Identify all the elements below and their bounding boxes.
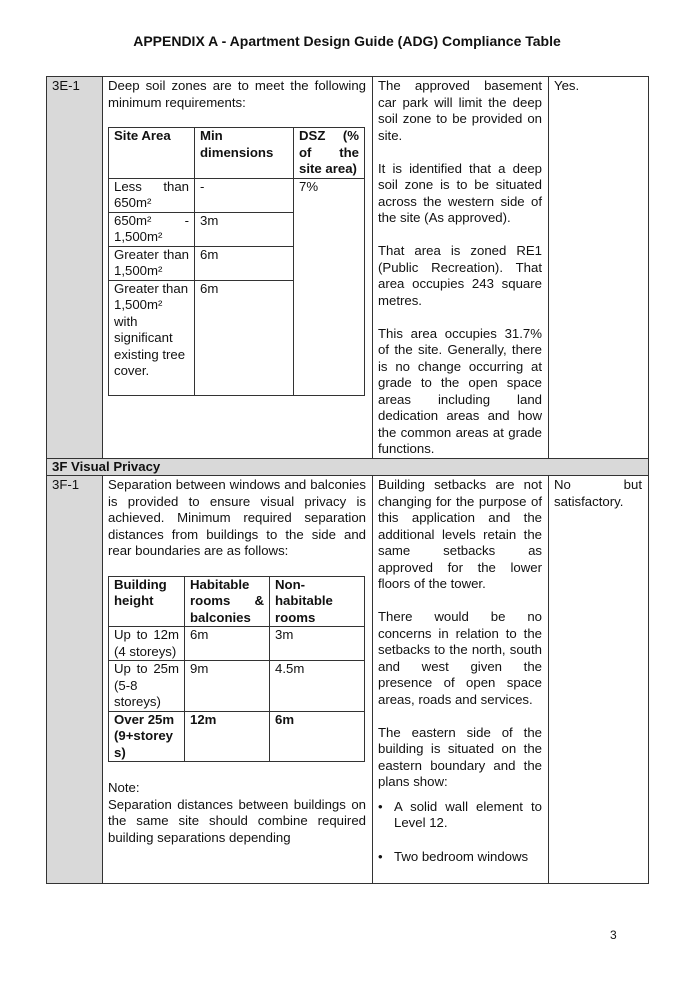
note-text: Separation distances between buildings on the same site should combine required building separations depending [108, 796, 366, 845]
header-cell: Non-habitable rooms [270, 576, 365, 627]
table-cell: Over 25m (9+storeys) [109, 711, 185, 762]
table-cell: Greater than 1,500m² with significant existing tree cover. [109, 280, 195, 395]
requirement-cell [103, 77, 373, 459]
table-row-3f-1 [47, 476, 649, 884]
table-cell: 3m [195, 212, 294, 246]
compliance-cell: Yes. [549, 77, 649, 459]
response-paragraph: The approved basement car park will limit the deep soil zone to be provided on site. [378, 78, 542, 143]
response-paragraph: That area is zoned RE1 (Public Recreation). That area occupies 243 square metres. [378, 243, 542, 308]
bullet-list [378, 799, 542, 866]
table-row [109, 627, 365, 661]
requirement-text: Separation between windows and balconies is provided to ensure visual privacy is achieved. Minimum required separation distances from buildings to the side and rear boundaries are as follows: [108, 477, 366, 558]
separation-table [108, 576, 365, 763]
table-cell: Up to 12m (4 storeys) [109, 627, 185, 661]
header-cell: Building height [109, 576, 185, 627]
table-row-3e-1 [47, 77, 649, 459]
table-cell: Less than 650m² [109, 178, 195, 212]
table-cell: 4.5m [270, 661, 365, 712]
table-header-row [109, 128, 365, 179]
response-paragraph: The eastern side of the building is situated on the eastern boundary and the plans show: [378, 724, 542, 789]
table-cell: 6m [195, 246, 294, 280]
table-cell: 650m² - 1,500m² [109, 212, 195, 246]
response-cell [373, 77, 549, 459]
table-cell: 9m [185, 661, 270, 712]
response-paragraph: It is identified that a deep soil zone is to be situated across the western side of the site (As approved). [378, 160, 542, 225]
table-cell: 6m [185, 627, 270, 661]
response-paragraph: Building setbacks are not changing for the purpose of this application and the additional levels retain the same setbacks as approved for the lower floors of the tower. [378, 477, 542, 591]
table-cell: Up to 25m (5-8 storeys) [109, 661, 185, 712]
note-label: Note: [108, 780, 140, 795]
ref-cell: 3E-1 [47, 77, 103, 459]
section-heading-row [47, 458, 649, 476]
table-row [109, 178, 365, 212]
list-item: • A solid wall element to Level 12. [378, 799, 542, 832]
table-header-row [109, 576, 365, 627]
response-paragraph: This area occupies 31.7% of the site. Generally, there is no change occurring at grade to the open space areas including land dedication areas and how the common areas at grade functions. [378, 325, 542, 456]
section-heading: 3F Visual Privacy [47, 458, 649, 476]
requirement-text: Deep soil zones are to meet the following minimum requirements: [108, 78, 366, 110]
table-cell: 12m [185, 711, 270, 762]
document-title: APPENDIX A - Apartment Design Guide (ADG) Compliance Table [133, 33, 561, 49]
header-cell: DSZ (% of the site area) [294, 128, 365, 179]
requirement-cell [103, 476, 373, 884]
ref-cell: 3F-1 [47, 476, 103, 884]
table-cell: Greater than 1,500m² [109, 246, 195, 280]
table-cell: 6m [270, 711, 365, 762]
response-cell [373, 476, 549, 884]
table-cell: 6m [195, 280, 294, 395]
table-cell: 3m [270, 627, 365, 661]
header-cell: Min dimensions [195, 128, 294, 179]
header-cell: Site Area [109, 128, 195, 179]
header-cell: Habitable rooms & balconies [185, 576, 270, 627]
compliance-cell: No but satisfactory. [549, 476, 649, 884]
table-cell: - [195, 178, 294, 212]
table-row [109, 661, 365, 712]
page-number: 3 [610, 928, 617, 942]
list-item: • Two bedroom windows [378, 849, 542, 866]
response-paragraph: There would be no concerns in relation to the setbacks to the north, south and west given the presence of open space areas, roads and services. [378, 609, 542, 707]
table-row [109, 711, 365, 762]
table-cell: 7% [294, 178, 365, 395]
deep-soil-table [108, 127, 365, 396]
compliance-table [46, 76, 649, 884]
